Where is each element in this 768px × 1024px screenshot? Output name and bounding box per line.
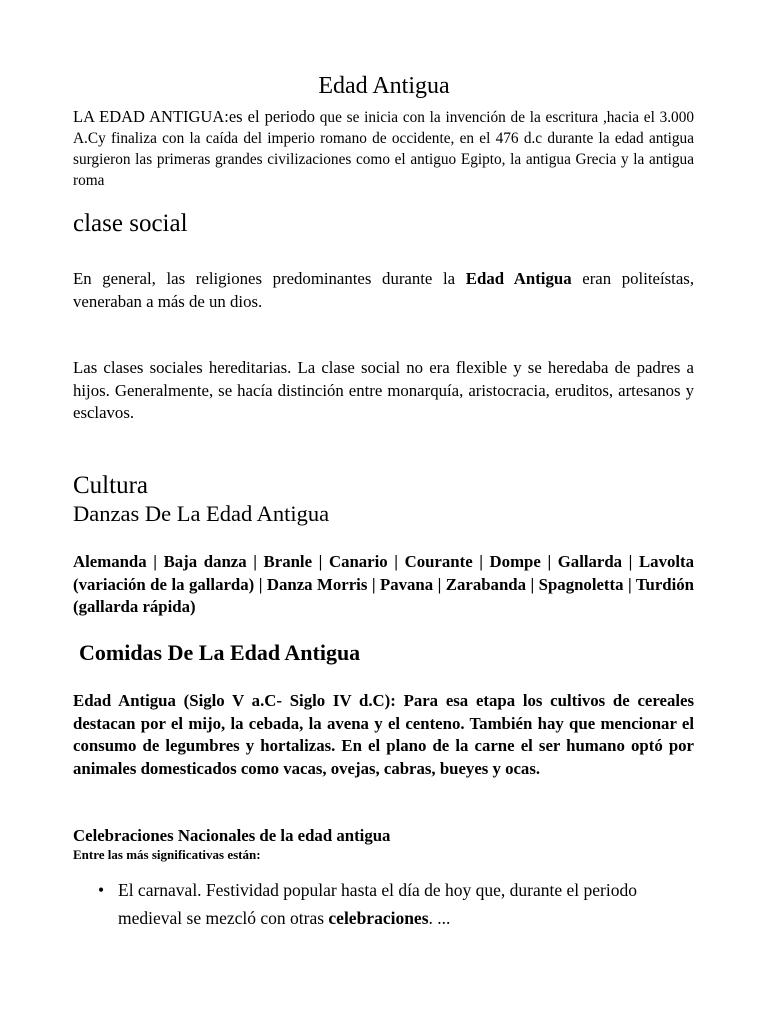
religion-text-start: En general, las religiones predominantes durante la — [73, 269, 466, 288]
heading-comidas: Comidas De La Edad Antigua — [79, 640, 361, 665]
intro-text: que se inicia con la invención de la escritura ,hacia el 3.000 A.Cy finaliza con la caída del imperio romano de occidente, en el 476 d.c durante la edad antigua surgieron las primeras grandes civilizaciones como el antiguo Egipto, la antigua Grecia y la antigua roma — [73, 109, 694, 189]
page-title: Edad Antigua — [318, 73, 450, 99]
heading-danzas: Danzas De La Edad Antigua — [73, 501, 330, 526]
heading-clase-social: clase social — [73, 210, 188, 237]
religion-paragraph — [73, 268, 694, 313]
bullet-icon: • — [98, 880, 105, 900]
list-item — [98, 876, 698, 932]
intro-paragraph — [73, 106, 694, 191]
celebrations-list — [98, 876, 698, 932]
religion-text-bold: Edad Antigua — [465, 269, 572, 288]
heading-cultura: Cultura — [73, 472, 148, 499]
social-classes-paragraph: Las clases sociales hereditarias. La clase social no era flexible y se heredaba de padres a hijos. Generalmente, se hacía distinción entre monarquía, aristocracia, eruditos, artesanos y esclavos. — [73, 358, 694, 422]
list-item-text-start: El carnaval. Festividad popular hasta el día de hoy que, durante el periodo medieval se mezcló con otras — [118, 880, 637, 928]
celebraciones-subheading: Entre las más significativas están: — [73, 847, 261, 862]
dances-list: Alemanda | Baja danza | Branle | Canario | Courante | Dompe | Gallarda | Lavolta (variación de la gallarda) | Danza Morris | Pavana | Zarabanda | Spagnoletta | Turdión (gallarda rápida) — [73, 552, 694, 616]
list-item-text-bold: celebraciones — [328, 908, 429, 928]
heading-celebraciones: Celebraciones Nacionales de la edad antigua — [73, 826, 391, 845]
list-item-text-end: . ... — [428, 908, 451, 928]
food-paragraph: Edad Antigua (Siglo V a.C- Siglo IV d.C): Para esa etapa los cultivos de cereales destacan por el mijo, la cebada, la avena y el centeno. También hay que mencionar el consumo de legumbres y hortalizas. En el plano de la carne el ser humano optó por animales domesticados como vacas, ovejas, cabras, bueyes y ocas. — [73, 691, 694, 778]
religion-text-end: eran politeístas, veneraban a más de un dios. — [73, 269, 695, 311]
intro-lead: LA EDAD ANTIGUA:es el periodo — [73, 107, 316, 126]
